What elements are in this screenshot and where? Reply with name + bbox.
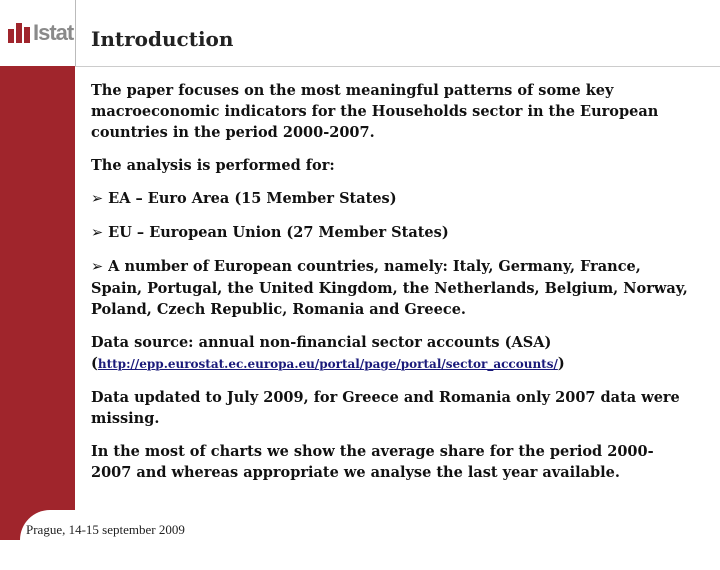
- bullet-text: A number of European countries, namely: Italy, Germany, France, Spain, Portugal, the United Kingdom, the Netherlands, Belgium, Norway, Poland, Czech Republic, Romania and Greece.: [91, 258, 688, 318]
- intro-paragraph: The paper focuses on the most meaningful patterns of some key macroeconomic indicators for the Households sector in the European countries in the period 2000-2007.: [91, 82, 659, 141]
- slide-title: Introduction: [91, 27, 234, 51]
- footer-text: Prague, 14-15 september 2009: [26, 522, 185, 537]
- source-label: Data source: annual non-financial sector accounts (ASA): [91, 334, 552, 351]
- bullet-item: [91, 256, 691, 320]
- istat-logo: [8, 18, 73, 48]
- sidebar-band: [0, 66, 75, 540]
- logo-bars-icon: [8, 23, 30, 43]
- bullet-text: EA – Euro Area (15 Member States): [108, 190, 397, 207]
- bullet-text: EU – European Union (27 Member States): [108, 224, 449, 241]
- bullet-item: [91, 222, 691, 244]
- bullet-item: [91, 188, 691, 210]
- header-rule: [75, 0, 76, 66]
- source-link[interactable]: http://epp.eurostat.ec.europa.eu/portal/page/portal/sector_accounts/: [97, 357, 558, 371]
- data-source: Data source: annual non-financial sector accounts (ASA) (http://epp.eurostat.ec.europa.eu/portal/page/portal/sector_accounts/): [91, 334, 565, 372]
- logo-text: Istat: [33, 20, 74, 45]
- arrow-bullet-icon: ➢: [91, 225, 104, 241]
- charts-note: In the most of charts we show the average share for the period 2000-2007 and whereas appropriate we analyse the last year available.: [91, 443, 654, 481]
- header-divider: [75, 66, 720, 67]
- arrow-bullet-icon: ➢: [91, 191, 104, 207]
- sidebar-curve: [20, 510, 80, 570]
- slide-content: [91, 80, 691, 495]
- arrow-bullet-icon: ➢: [91, 259, 104, 275]
- updated-note: Data updated to July 2009, for Greece and Romania only 2007 data were missing.: [91, 389, 680, 427]
- analysis-label: The analysis is performed for:: [91, 157, 335, 174]
